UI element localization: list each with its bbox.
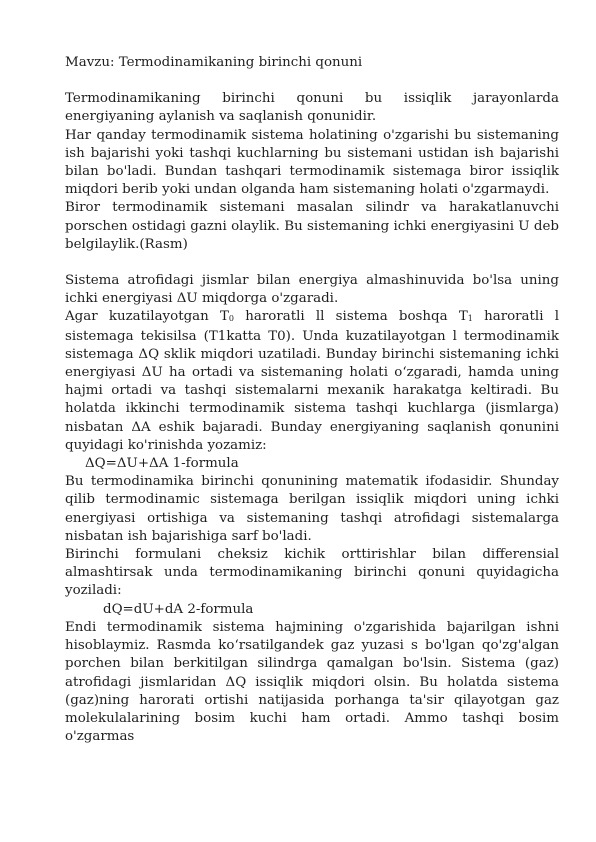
paragraph-work-calculation: Endi termodinamik sistema hajmining o'zgarishida bajarilgan ishni hisoblaymiz. Rasmda ko‘rsatilgandek gaz yuzasi s bo'lgan qo'zg'algan porchen bilan berkitilgan silindrga qamalgan bo'lsin. Sistema (gaz) atrofidagi jismlaridan ΔQ issiqlik miqdori olsin. Bu holatda sistema (gaz)ning harorati ortishi natijasida porhanga ta'sir qilayotgan gaz molekulalarining bosim kuchi ham ortadi. Ammo tashqi bosim o'zgarmas	[65, 619, 559, 745]
paragraph-piston-example: Biror termodinamik sistemani masalan silindr va harakatlanuvchi porschen ostidagi gazni olaylik. Bu sistemaning ichki energiyasini U deb belgilaylik.(Rasm)	[65, 200, 559, 252]
text-fragment: haroratli ll sistema boshqa T	[234, 309, 468, 325]
document-title: Mavzu: Termodinamikaning birinchi qonuni	[65, 55, 363, 70]
paragraph-energy-exchange: Sistema atrofidagi jismlar bilan energiya almashinuvida bo'lsa uning ichki energiyasi ΔU miqdorga o'zgaradi.	[65, 273, 559, 307]
subscript-one: 1	[467, 314, 473, 324]
paragraph-differential: Birinchi formulani cheksiz kichik orttirishlar bilan differensial almashtirsak unda termodinamikaning birinchi qonuni quyidagicha yoziladi:	[65, 547, 559, 599]
paragraph-math-expression: Bu termodinamika birinchi qonunining matematik ifodasidir. Shunday qilib termodinamic sistemaga berilgan issiqlik miqdori uning ichki energiyasi ortishiga va sistemaning tashqi atrofidagi sistemalarga nisbatan ish bajarishiga sarf bo'ladi.	[65, 474, 559, 544]
text-fragment: haroratli l sistemaga tekisilsa (T1katta T0). Unda kuzatilayotgan l termodinamik sistemaga ΔQ sklik miqdori uzatiladi. Bunday birinchi sistemaning ichki energiyasi ΔU ha ortadi va sistemaning holati o‘zgaradi, hamda uning hajmi ortadi va tashqi sistemalarni mexanik harakatga keltiradi. Bu holatda ikkinchi termodinamik sistema tashqi kuchlarga (jismlarga) nisbatan ΔA eshik bajaradi. Bunday energiyaning saqlanish qonunini quyidagi ko'rinishda yozamiz:	[65, 309, 560, 453]
paragraph-temperature-contact	[65, 308, 559, 455]
formula-2: dQ=dU+dA 2-formula	[103, 601, 254, 617]
paragraph-intro: Termodinamikaning birinchi qonuni bu issiqlik jarayonlarda energiyaning aylanish va saqlanish qonunidir.	[65, 91, 559, 125]
text-fragment: Agar kuzatilayotgan T	[65, 309, 229, 325]
subscript-zero: 0	[228, 314, 235, 324]
formula-1: ΔQ=ΔU+ΔA 1-formula	[85, 456, 239, 472]
document-page	[65, 54, 559, 746]
paragraph-state-change: Har qanday termodinamik sistema holatining o'zgarishi bu sistemaning ish bajarishi yoki tashqi kuchlarning bu sistemani ustidan ish bajarishi bilan bo'ladi. Bundan tashqari termodinamik sistemaga biror issiqlik miqdori berib yoki undan olganda ham sistemaning holati o'zgarmaydi.	[65, 127, 559, 198]
